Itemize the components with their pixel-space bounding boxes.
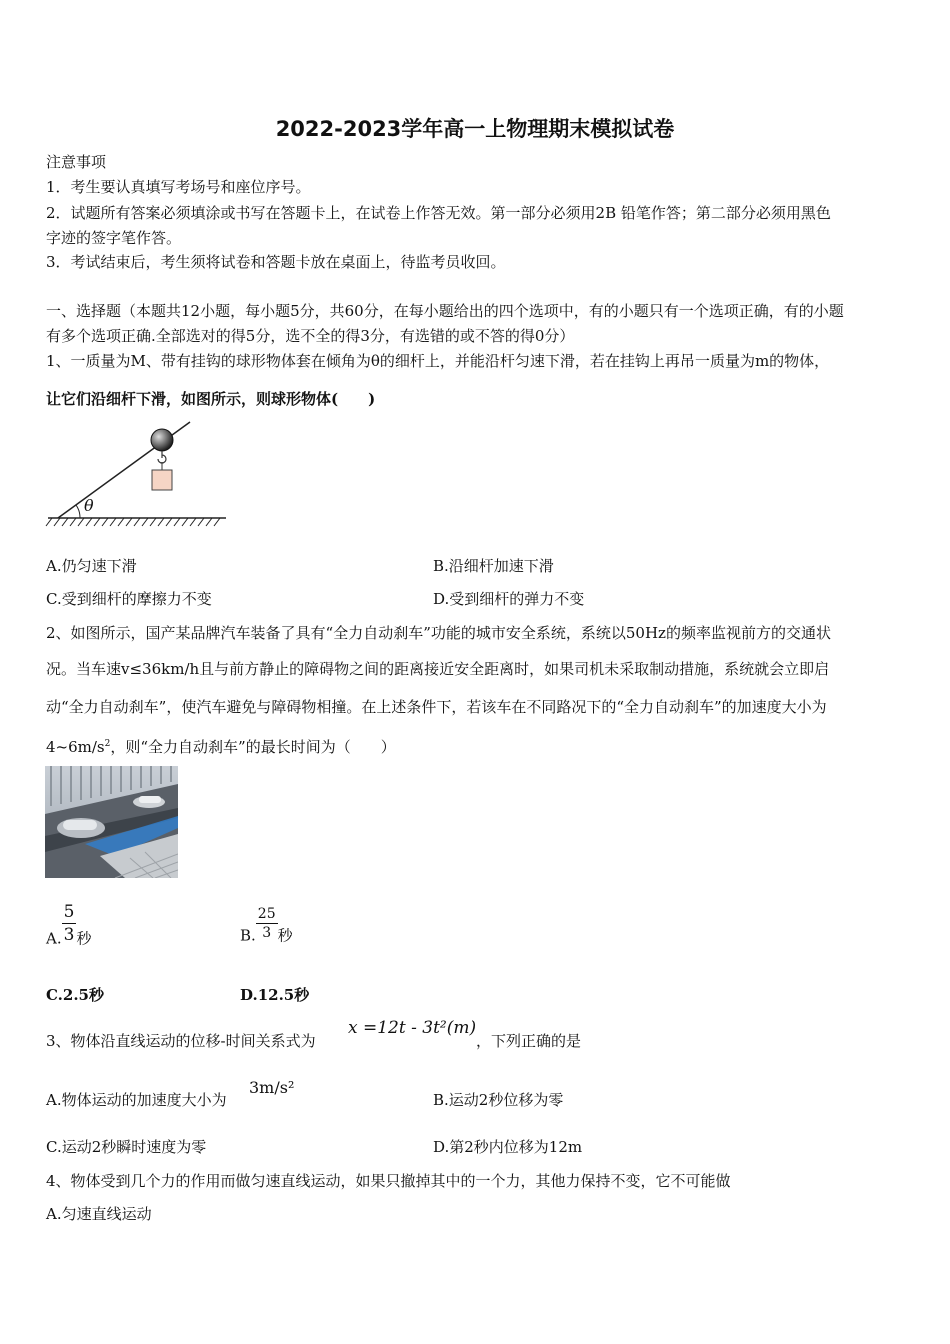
q2-stem-cont: $4\sim 6m/s^2$，则“全力自动刹车”的最长时间为（ ） — [46, 738, 396, 756]
q1-option-a[interactable]: A.仍匀速下滑 — [46, 557, 137, 575]
q3-formula: x =12t - 3t²(m) — [348, 1018, 477, 1038]
q1-option-b[interactable]: B.沿细杆加速下滑 — [433, 557, 554, 575]
q4-option-a[interactable]: A.匀速直线运动 — [46, 1205, 152, 1223]
q3-stem-cont: ，下列正确的是 — [476, 1032, 582, 1050]
notice-item: 字迹的签字笔作答。 — [46, 229, 182, 247]
q3-option-d[interactable]: D.第2秒内位移为12m — [433, 1138, 583, 1156]
q1-stem: 1、一质量为M、带有挂钩的球形物体套在倾角为θ的细杆上，并能沿杆匀速下滑，若在挂钩上再吊一质量为m的物体， — [46, 352, 830, 370]
q3-option-c[interactable]: C.运动2秒瞬时速度为零 — [46, 1138, 207, 1156]
q2-option-c[interactable]: C.2.5秒 — [46, 986, 104, 1004]
notice-item: 3．考试结束后，考生须将试卷和答题卡放在桌面上，待监考员收回。 — [46, 253, 506, 271]
incline-rod-figure — [44, 418, 234, 530]
q3-option-b[interactable]: B.运动2秒位移为零 — [433, 1091, 564, 1109]
q2-stem: 2、如图所示，国产某品牌汽车装备了具有“全力自动刹车”功能的城市安全系统，系统以50Hz的频率监视前方的交通状 — [46, 624, 831, 642]
q1-option-d[interactable]: D.受到细杆的弹力不变 — [433, 590, 585, 608]
q1-stem-cont: 让它们沿细杆下滑，如图所示，则球形物体( ) — [46, 390, 376, 408]
q3-option-a-unit: 3m/s² — [249, 1078, 295, 1097]
section-heading: 一、选择题（本题共12小题，每小题5分，共60分，在每小题给出的四个选项中，有的小题只有一个选项正确，有的小题 — [46, 302, 844, 320]
q2-option-d[interactable]: D.12.5秒 — [240, 986, 310, 1004]
car-brake-photo — [45, 766, 178, 878]
q4-stem: 4、物体受到几个力的作用而做匀速直线运动，如果只撤掉其中的一个力，其他力保持不变，它不可能做 — [46, 1172, 731, 1190]
q3-stem: 3、物体沿直线运动的位移-时间关系式为 — [46, 1032, 316, 1050]
page-title: 2022-2023学年高一上物理期末模拟试卷 — [275, 117, 675, 141]
theta-label: θ — [84, 496, 94, 515]
notice-heading: 注意事项 — [46, 153, 107, 171]
q2-stem-cont: 况。当车速v≤36km/h且与前方静止的障碍物之间的距离接近安全距离时，如果司机未采取制动措施，系统就会立即启 — [46, 660, 830, 678]
q2-option-a[interactable]: A. $\frac{5}{3}$ 秒 — [46, 902, 92, 948]
notice-item: 1．考生要认真填写考场号和座位序号。 — [46, 178, 311, 196]
notice-item: 2．试题所有答案必须填涂或书写在答题卡上，在试卷上作答无效。第一部分必须用2B 铅笔作答；第二部分必须用黑色 — [46, 204, 831, 222]
q3-option-a[interactable]: A.物体运动的加速度大小为 — [46, 1091, 227, 1109]
q1-option-c[interactable]: C.受到细杆的摩擦力不变 — [46, 590, 212, 608]
q2-stem-cont: 动“全力自动刹车”，使汽车避免与障碍物相撞。在上述条件下，若该车在不同路况下的“全力自动刹车”的加速度大小为 — [46, 698, 827, 716]
section-heading-cont: 有多个选项正确.全部选对的得5分，选不全的得3分，有选错的或不答的得0分） — [46, 327, 575, 345]
q2-option-b[interactable]: B. $\frac{25}{3}$ 秒 — [240, 906, 293, 945]
